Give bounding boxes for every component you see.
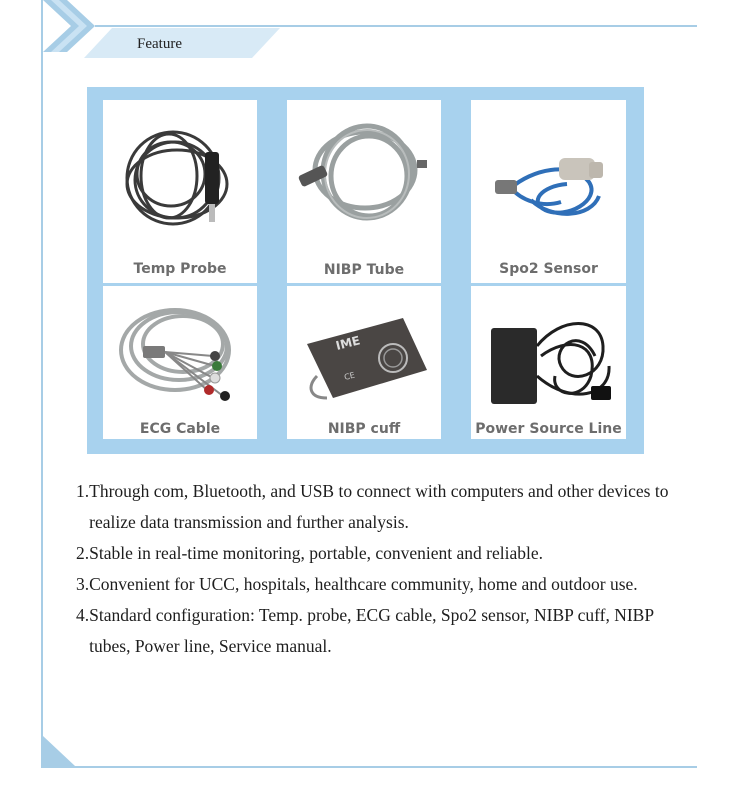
feature-text: Convenient for UCC, hospitals, healthcare community, home and outdoor use. xyxy=(89,574,638,594)
accessory-tile-nibp-tube xyxy=(287,100,441,283)
feature-item xyxy=(76,538,676,569)
feature-list xyxy=(76,476,676,662)
accessory-label: Spo2 Sensor xyxy=(499,261,598,277)
cuff-brand-text: IME xyxy=(334,333,362,353)
accessory-label: Temp Probe xyxy=(133,261,227,277)
feature-number: 3. xyxy=(76,574,90,594)
nibp-tube-photo-icon xyxy=(287,100,441,260)
cuff-mark-text: CE xyxy=(343,370,356,382)
feature-number: 1. xyxy=(76,481,90,501)
accessory-label: NIBP cuff xyxy=(327,421,401,437)
accessory-tile-temp-probe xyxy=(103,100,257,283)
accessory-tile-ecg-cable xyxy=(103,286,257,439)
spo2-sensor-photo-icon xyxy=(471,100,626,260)
frame-left-border xyxy=(41,0,43,768)
power-line-photo-icon xyxy=(471,286,626,418)
accessory-label: ECG Cable xyxy=(139,421,221,437)
accessory-label: NIBP Tube xyxy=(323,262,405,278)
feature-number: 4. xyxy=(76,605,90,625)
accessories-grid xyxy=(87,87,644,454)
feature-number: 2. xyxy=(76,543,90,563)
accessory-tile-nibp-cuff xyxy=(287,286,441,439)
feature-item xyxy=(76,569,676,600)
feature-text: Stable in real-time monitoring, portable, convenient and reliable. xyxy=(89,543,544,563)
feature-item xyxy=(76,600,676,662)
accessory-tile-spo2-sensor xyxy=(471,100,626,283)
temp-probe-photo-icon xyxy=(103,100,257,260)
frame-bottom-border xyxy=(41,766,697,768)
section-title: Feature xyxy=(137,36,182,52)
accessory-tile-power-line xyxy=(471,286,626,439)
feature-item xyxy=(76,476,676,538)
corner-decoration xyxy=(41,736,81,768)
feature-text: Standard configuration: Temp. probe, ECG cable, Spo2 sensor, NIBP cuff, NIBP tubes, Power line, Service manual. xyxy=(89,605,654,656)
nibp-cuff-photo-icon xyxy=(287,286,441,418)
accessory-label: Power Source Line xyxy=(475,421,622,437)
header-tab-shape xyxy=(84,28,284,58)
frame-top-border xyxy=(95,25,697,27)
feature-text: Through com, Bluetooth, and USB to connect with computers and other devices to realize data transmission and further analysis. xyxy=(89,481,669,532)
ecg-cable-photo-icon xyxy=(103,286,257,418)
